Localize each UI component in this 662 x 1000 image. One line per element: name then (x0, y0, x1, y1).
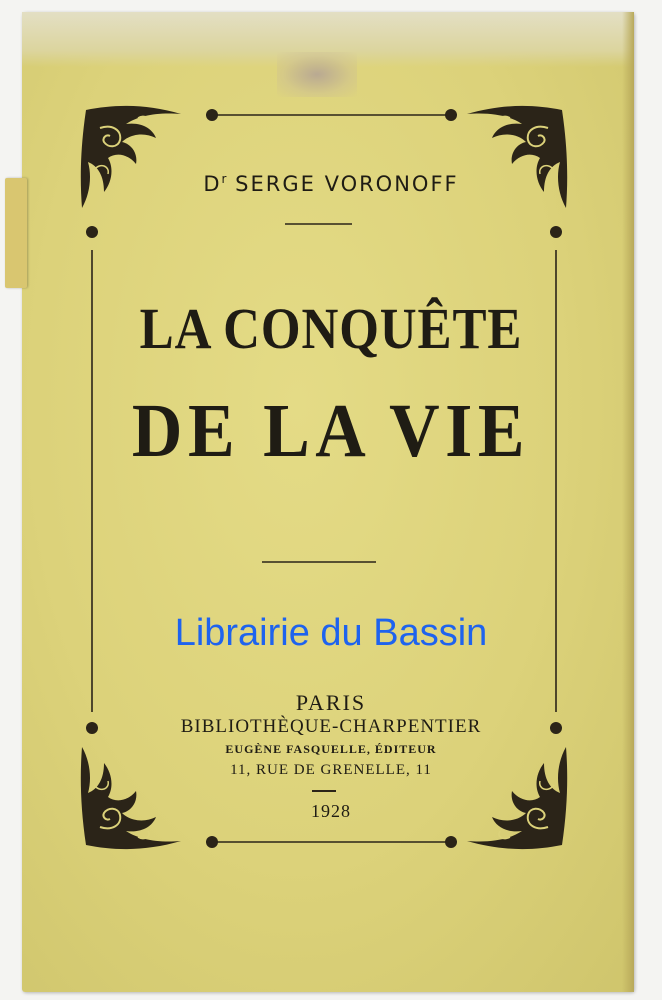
title-line-2: DE LA VIE (131, 389, 531, 473)
publisher-name: BIBLIOTHÈQUE-CHARPENTIER (180, 716, 482, 737)
publisher-address: 11, RUE DE GRENELLE, 11 (230, 762, 432, 778)
editor-line: EUGÈNE FASQUELLE, ÉDITEUR (225, 742, 437, 756)
author-name: $D^r$ SERGE VORONOFF (203, 172, 459, 196)
watermark-text: Librairie du Bassin (174, 612, 488, 654)
title-line-1: LA CONQUÊTE (139, 296, 523, 361)
publication-year: 1928 (311, 801, 351, 821)
publisher-city: PARIS (295, 690, 367, 715)
